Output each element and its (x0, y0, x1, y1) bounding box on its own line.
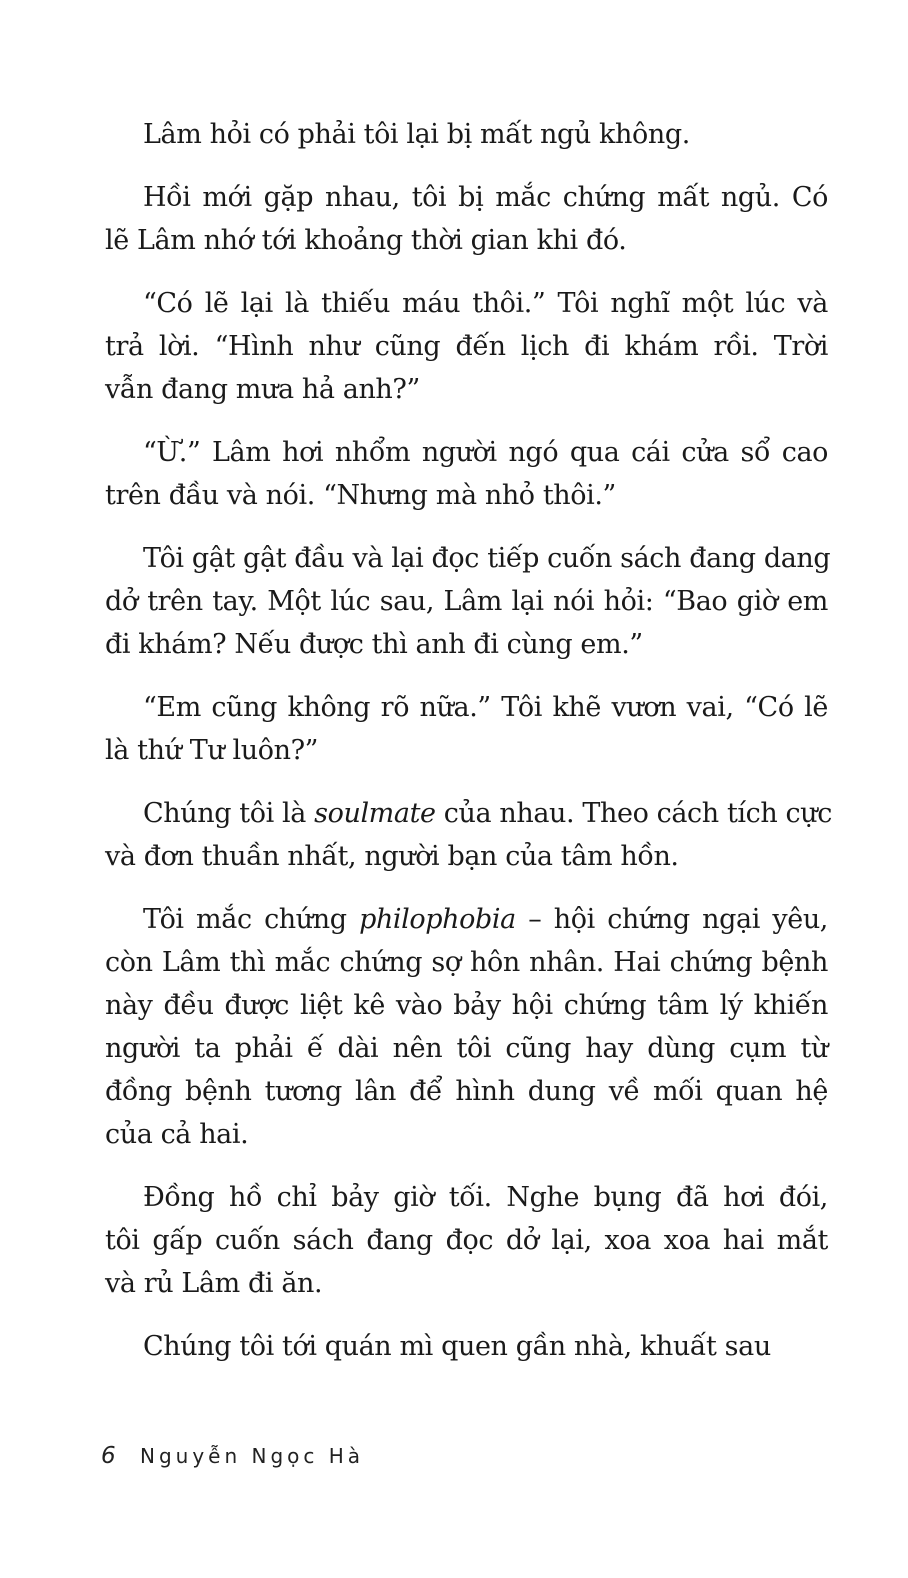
text-line (105, 623, 828, 666)
text-line (105, 368, 828, 411)
text-line (105, 1176, 828, 1219)
paragraph (105, 1176, 828, 1305)
paragraph (105, 686, 828, 772)
text-line (105, 1027, 828, 1070)
text-segment: dở trên tay. Một lúc sau, Lâm lại nói hỏi: “Bao giờ em (105, 586, 828, 617)
text-segment: đi khám? Nếu được thì anh đi cùng em.” (105, 629, 643, 660)
text-segment: Lâm hỏi có phải tôi lại bị mất ngủ không. (143, 119, 690, 150)
text-line (105, 1219, 828, 1262)
text-line (105, 1262, 828, 1305)
text-line (105, 984, 828, 1027)
text-line (105, 113, 828, 156)
author-name: Nguyễn Ngọc Hà (140, 1444, 365, 1468)
text-segment: trên đầu và nói. “Nhưng mà nhỏ thôi.” (105, 480, 616, 511)
text-segment: lẽ Lâm nhớ tới khoảng thời gian khi đó. (105, 225, 627, 256)
paragraph (105, 537, 831, 666)
text-line (105, 898, 828, 941)
paragraph (105, 898, 828, 1156)
text-segment: là thứ Tư luôn?” (105, 735, 319, 766)
text-segment: “Ừ.” Lâm hơi nhổm người ngó qua cái cửa sổ cao (143, 437, 828, 468)
text-line (105, 941, 828, 984)
paragraph (105, 113, 828, 156)
text-segment: và đơn thuần nhất, người bạn của tâm hồn. (105, 841, 679, 872)
text-line (105, 176, 828, 219)
text-segment: “Em cũng không rõ nữa.” Tôi khẽ vươn vai, “Có lẽ (143, 692, 828, 723)
text-line (105, 1070, 828, 1113)
page-footer (101, 1443, 364, 1469)
text-segment: vẫn đang mưa hả anh?” (105, 374, 420, 405)
text-line (105, 537, 831, 580)
text-line (105, 325, 828, 368)
page-number: 6 (101, 1443, 116, 1469)
paragraph (105, 431, 828, 517)
paragraph (105, 1325, 828, 1368)
text-segment: đồng bệnh tương lân để hình dung về mối quan hệ (105, 1076, 828, 1107)
text-segment: và rủ Lâm đi ăn. (105, 1268, 323, 1299)
text-segment: tôi gấp cuốn sách đang đọc dở lại, xoa xoa hai mắt (105, 1225, 828, 1256)
text-segment: Hồi mới gặp nhau, tôi bị mắc chứng mất ngủ. Có (143, 182, 828, 213)
text-segment: “Có lẽ lại là thiếu máu thôi.” Tôi nghĩ một lúc và (143, 288, 828, 319)
text-segment: Đồng hồ chỉ bảy giờ tối. Nghe bụng đã hơi đói, (143, 1182, 828, 1213)
text-line (105, 1325, 828, 1368)
paragraph (105, 792, 832, 878)
text-line (105, 729, 828, 772)
text-line (105, 219, 828, 262)
text-segment: của cả hai. (105, 1119, 249, 1150)
text-line (105, 792, 832, 835)
text-segment: của nhau. Theo cách tích cực (435, 798, 832, 829)
text-line (105, 474, 828, 517)
text-segment: này đều được liệt kê vào bảy hội chứng tâm lý khiến (105, 990, 828, 1021)
text-segment: Chúng tôi tới quán mì quen gần nhà, khuất sau (143, 1331, 771, 1362)
text-line (105, 1113, 828, 1156)
text-segment: – hội chứng ngại yêu, (515, 904, 828, 935)
text-segment: còn Lâm thì mắc chứng sợ hôn nhân. Hai chứng bệnh (105, 947, 828, 978)
paragraph (105, 282, 828, 411)
paragraph (105, 176, 828, 262)
text-line (105, 686, 828, 729)
text-segment: Chúng tôi là (143, 798, 315, 829)
text-line (105, 282, 828, 325)
text-segment: Tôi mắc chứng (143, 904, 360, 935)
text-line (105, 580, 828, 623)
italic-term: philophobia (359, 904, 516, 935)
italic-term: soulmate (314, 798, 436, 829)
text-segment: người ta phải ế dài nên tôi cũng hay dùng cụm từ (105, 1033, 828, 1064)
text-segment: Tôi gật gật đầu và lại đọc tiếp cuốn sách đang dang (143, 543, 831, 574)
text-line (105, 835, 828, 878)
text-segment: trả lời. “Hình như cũng đến lịch đi khám rồi. Trời (105, 331, 828, 362)
text-line (105, 431, 828, 474)
body-text (105, 113, 832, 1388)
